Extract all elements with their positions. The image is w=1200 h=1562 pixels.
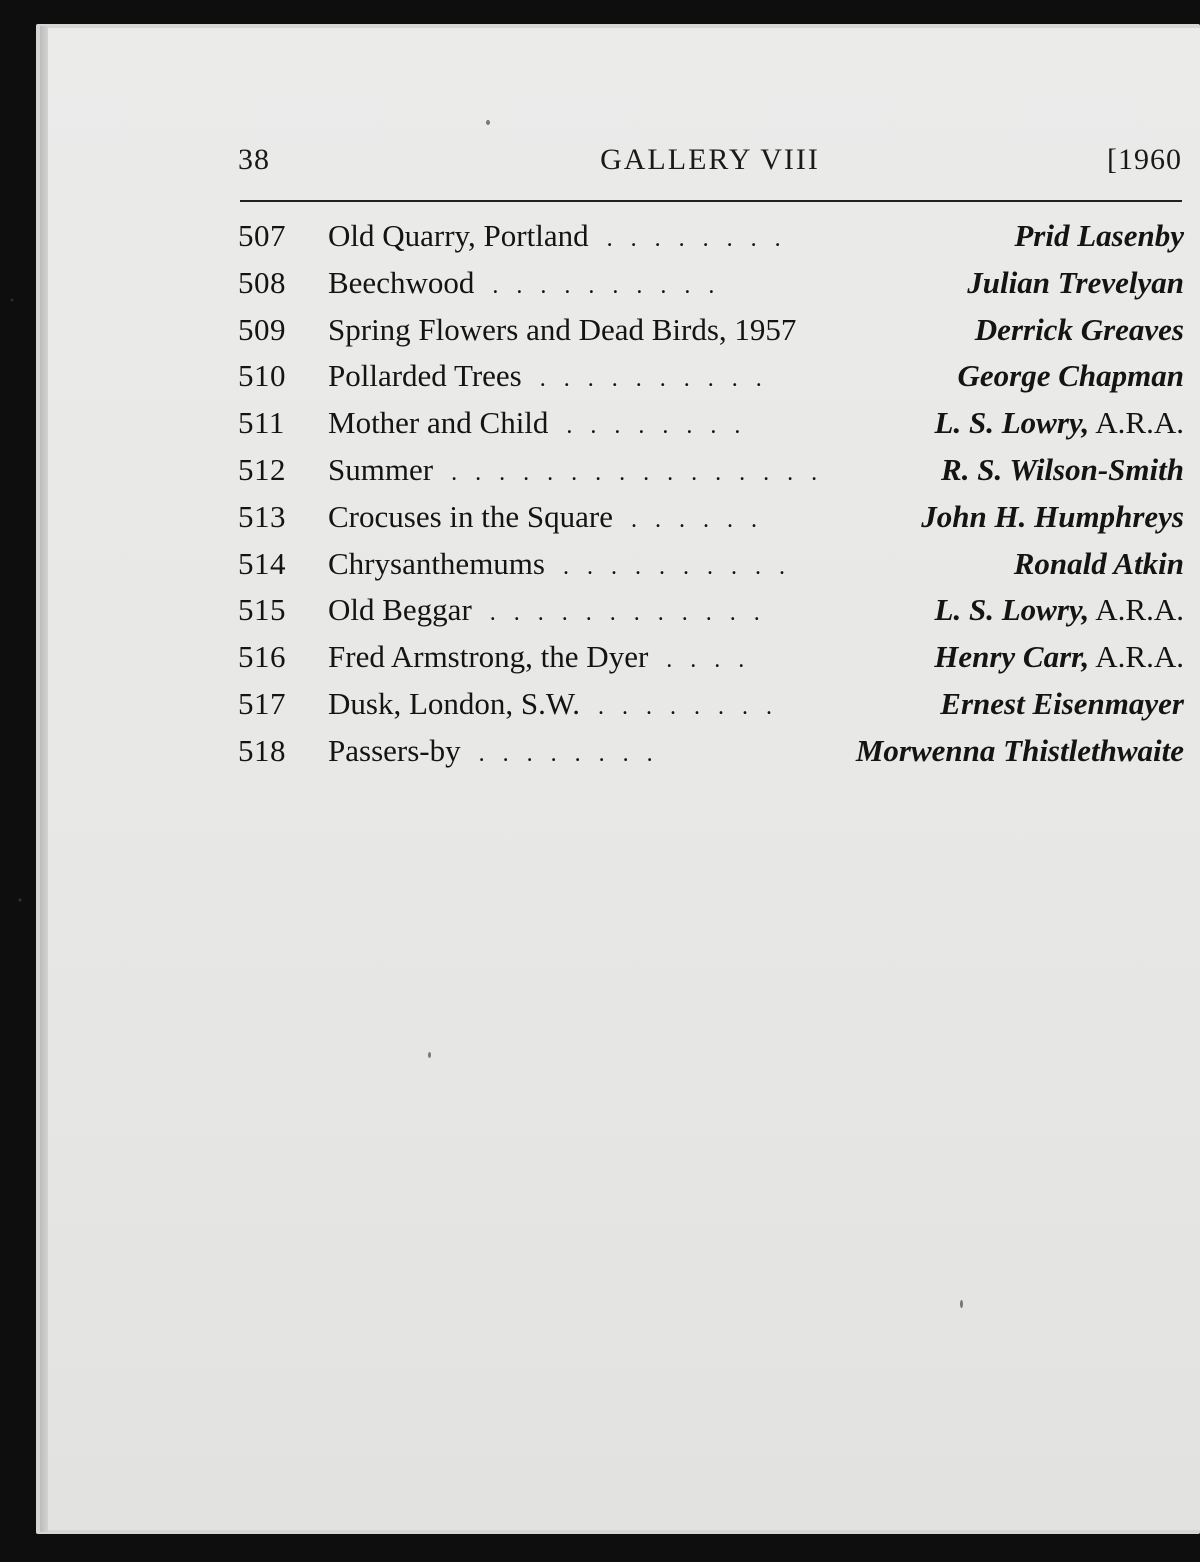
entry-artist [1014, 541, 1184, 588]
dot-leader: . . . . [666, 647, 751, 674]
header-rule [240, 200, 1182, 202]
entry-title: Mother and Child [328, 405, 549, 441]
entry-artist [975, 307, 1184, 354]
dot-leader: . . . . . . . . [598, 693, 779, 720]
catalogue-entry [238, 681, 1184, 728]
catalogue-year: [1960 [1107, 143, 1182, 176]
entry-artist [967, 260, 1184, 307]
dot-leader: . . . . . . . . . . [539, 366, 768, 393]
catalogue-entries [238, 213, 1184, 775]
artist-honours: A.R.A. [1089, 405, 1184, 441]
dot-leader: . . . . . . . . [606, 226, 787, 252]
artist-name: George Chapman [957, 358, 1184, 394]
dot-leader: . . . . . . . . [478, 740, 659, 767]
catalogue-entry [238, 587, 1184, 634]
gallery-title: GALLERY VIII [600, 143, 820, 176]
entry-title: Dusk, London, S.W. [328, 685, 581, 721]
artist-name: Julian Trevelyan [967, 264, 1184, 300]
entry-number: 517 [238, 685, 286, 721]
entry-title: Pollarded Trees [328, 358, 522, 394]
entry-number: 514 [238, 545, 286, 581]
catalogue-entry [238, 541, 1184, 588]
catalogue-entry [238, 213, 1184, 260]
entry-title: Old Quarry, Portland [328, 218, 589, 253]
entry-number: 518 [238, 732, 286, 768]
artist-name: L. S. Lowry, [934, 405, 1090, 441]
entry-number: 509 [238, 311, 286, 347]
artist-name: Ernest Eisenmayer [940, 685, 1184, 721]
dot-leader: . . . . . . . . . . . . [489, 600, 766, 627]
entry-artist [1014, 213, 1184, 260]
entry-artist [958, 353, 1185, 400]
entry-artist [934, 634, 1184, 681]
catalogue-entry [238, 494, 1184, 541]
entry-title: Beechwood [328, 264, 475, 300]
entry-number: 512 [238, 451, 286, 487]
dot-leader: . . . . . . . . . . [563, 553, 791, 580]
artist-name: R. S. Wilson-Smith [941, 451, 1184, 487]
entry-number: 511 [238, 405, 285, 441]
catalogue-entry [238, 260, 1184, 307]
paper-speck [960, 1300, 963, 1308]
entry-artist [935, 587, 1184, 634]
entry-title: Fred Armstrong, the Dyer [328, 639, 649, 675]
entry-number: 510 [238, 358, 286, 394]
paper-speck [428, 1052, 431, 1058]
entry-title: Spring Flowers and Dead Birds, 1957 [328, 311, 797, 347]
page-header [238, 143, 1182, 191]
entry-artist [921, 494, 1184, 541]
dot-leader: . . . . . . . . [566, 413, 747, 440]
entry-number: 507 [238, 218, 286, 253]
catalogue-entry [238, 353, 1184, 400]
entry-number: 508 [238, 264, 286, 300]
catalogue-entry [238, 634, 1184, 681]
page-number: 38 [238, 143, 270, 176]
dot-leader: . . . . . . . . . . . . . . . . [451, 459, 824, 486]
artist-honours: A.R.A. [1089, 639, 1184, 675]
artist-name: L. S. Lowry, [934, 592, 1090, 628]
entry-title: Chrysanthemums [328, 545, 545, 581]
entry-artist [935, 400, 1184, 447]
entry-number: 516 [238, 639, 286, 675]
dot-leader: . . . . . . . . . . [492, 272, 721, 299]
artist-name: Morwenna Thistlethwaite [855, 732, 1184, 768]
artist-name: Henry Carr, [934, 639, 1090, 675]
entry-number: 515 [238, 592, 286, 628]
catalogue-entry [238, 400, 1184, 447]
entry-artist [940, 681, 1184, 728]
artist-name: Prid Lasenby [1014, 218, 1184, 253]
artist-honours: A.R.A. [1089, 592, 1184, 628]
entry-artist [856, 728, 1184, 775]
paper-speck [486, 120, 490, 125]
artist-name: Derrick Greaves [974, 311, 1184, 347]
catalogue-entry [238, 447, 1184, 494]
entry-number: 513 [238, 498, 286, 534]
entry-title: Summer [328, 451, 434, 487]
entry-title: Passers-by [328, 732, 461, 768]
entry-artist [941, 447, 1184, 494]
artist-name: John H. Humphreys [921, 498, 1184, 534]
dot-leader: . . . . . . [630, 506, 763, 533]
entry-title: Old Beggar [328, 592, 472, 628]
catalogue-entry [238, 307, 1184, 354]
artist-name: Ronald Atkin [1013, 545, 1184, 581]
catalogue-entry [238, 728, 1184, 775]
entry-title: Crocuses in the Square [328, 498, 613, 534]
